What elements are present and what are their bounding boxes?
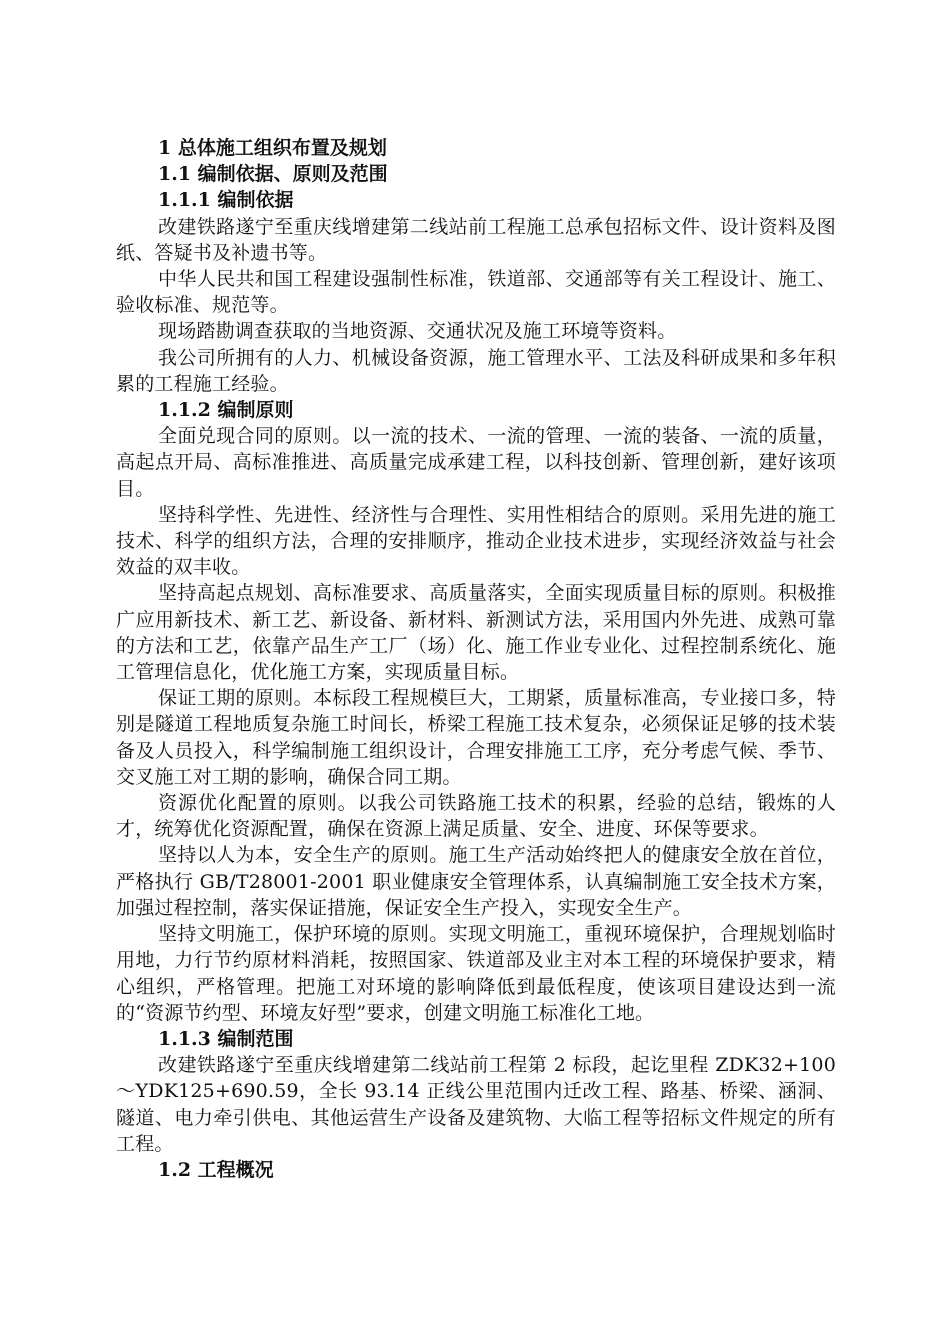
basis-paragraph: 现场踏勘调查获取的当地资源、交通状况及施工环境等资料。 [158, 320, 677, 343]
basis-paragraph: 我公司所拥有的人力、机械设备资源，施工管理水平、工法及科研成果和多年积累的工程施工经验。 [116, 346, 836, 395]
basis-paragraph: 中华人民共和国工程建设强制性标准，铁道部、交通部等有关工程设计、施工、验收标准、规范等。 [116, 268, 836, 317]
heading-1-1-2: 1.1.2 编制原则 [158, 399, 294, 422]
basis-paragraph: 改建铁路遂宁至重庆线增建第二线站前工程施工总承包招标文件、设计资料及图纸、答疑书及补遗书等。 [116, 215, 836, 264]
heading-1: 1 总体施工组织布置及规划 [158, 137, 387, 159]
principle-paragraph: 坚持高起点规划、高标准要求、高质量落实，全面实现质量目标的原则。积极推广应用新技术、新工艺、新设备、新材料、新测试方法，采用国内外先进、成熟可靠的方法和工艺，依靠产品生产工厂（场）化、施工作业专业化、过程控制系统化、施工管理信息化，优化施工方案，实现质量目标。 [116, 582, 836, 684]
principle-paragraph: 坚持以人为本，安全生产的原则。施工生产活动始终把人的健康安全放在首位，严格执行 GB/T28001-2001 职业健康安全管理体系，认真编制施工安全技术方案，加强过程控制，落实保证措施，保证安全生产投入，实现安全生产。 [116, 844, 836, 919]
heading-1-1-3: 1.1.3 编制范围 [158, 1027, 294, 1050]
heading-1-1-1: 1.1.1 编制依据 [158, 189, 294, 212]
principle-paragraph: 坚持科学性、先进性、经济性与合理性、实用性相结合的原则。采用先进的施工技术、科学的组织方法，合理的安排顺序，推动企业技术进步，实现经济效益与社会效益的双丰收。 [116, 503, 836, 579]
heading-1-1: 1.1 编制依据、原则及范围 [158, 163, 388, 186]
principle-paragraph: 坚持文明施工，保护环境的原则。实现文明施工，重视环境保护，合理规划临时用地，力行节约原材料消耗，按照国家、铁道部及业主对本工程的环境保护要求，精心组织，严格管理。把施工对环境的影响降低到最低程度，使该项目建设达到一流的“资源节约型、环境友好型”要求，创建文明施工标准化工地。 [116, 923, 836, 1024]
principle-paragraph: 全面兑现合同的原则。以一流的技术、一流的管理、一流的装备、一流的质量，高起点开局、高标准推进、高质量完成承建工程，以科技创新、管理创新，建好该项目。 [116, 425, 836, 500]
principle-paragraph: 资源优化配置的原则。以我公司铁路施工技术的积累，经验的总结，锻炼的人才，统筹优化资源配置，确保在资源上满足质量、安全、进度、环保等要求。 [116, 792, 836, 841]
principle-paragraph: 保证工期的原则。本标段工程规模巨大，工期紧，质量标准高，专业接口多，特别是隧道工程地质复杂施工时间长，桥梁工程施工技术复杂，必须保证足够的技术装备及人员投入，科学编制施工组织设计，合理安排施工工序，充分考虑气候、季节、交叉施工对工期的影响，确保合同工期。 [116, 687, 836, 788]
document-page [116, 135, 836, 1183]
scope-paragraph: 改建铁路遂宁至重庆线增建第二线站前工程第 2 标段，起讫里程 ZDK32+100～YDK125+690.59，全长 93.14 正线公里范围内迁改工程、路基、桥梁、涵洞、隧道、电力牵引供电、其他运营生产设备及建筑物、大临工程等招标文件规定的所有工程。 [116, 1054, 836, 1155]
heading-1-2: 1.2 工程概况 [158, 1158, 274, 1181]
